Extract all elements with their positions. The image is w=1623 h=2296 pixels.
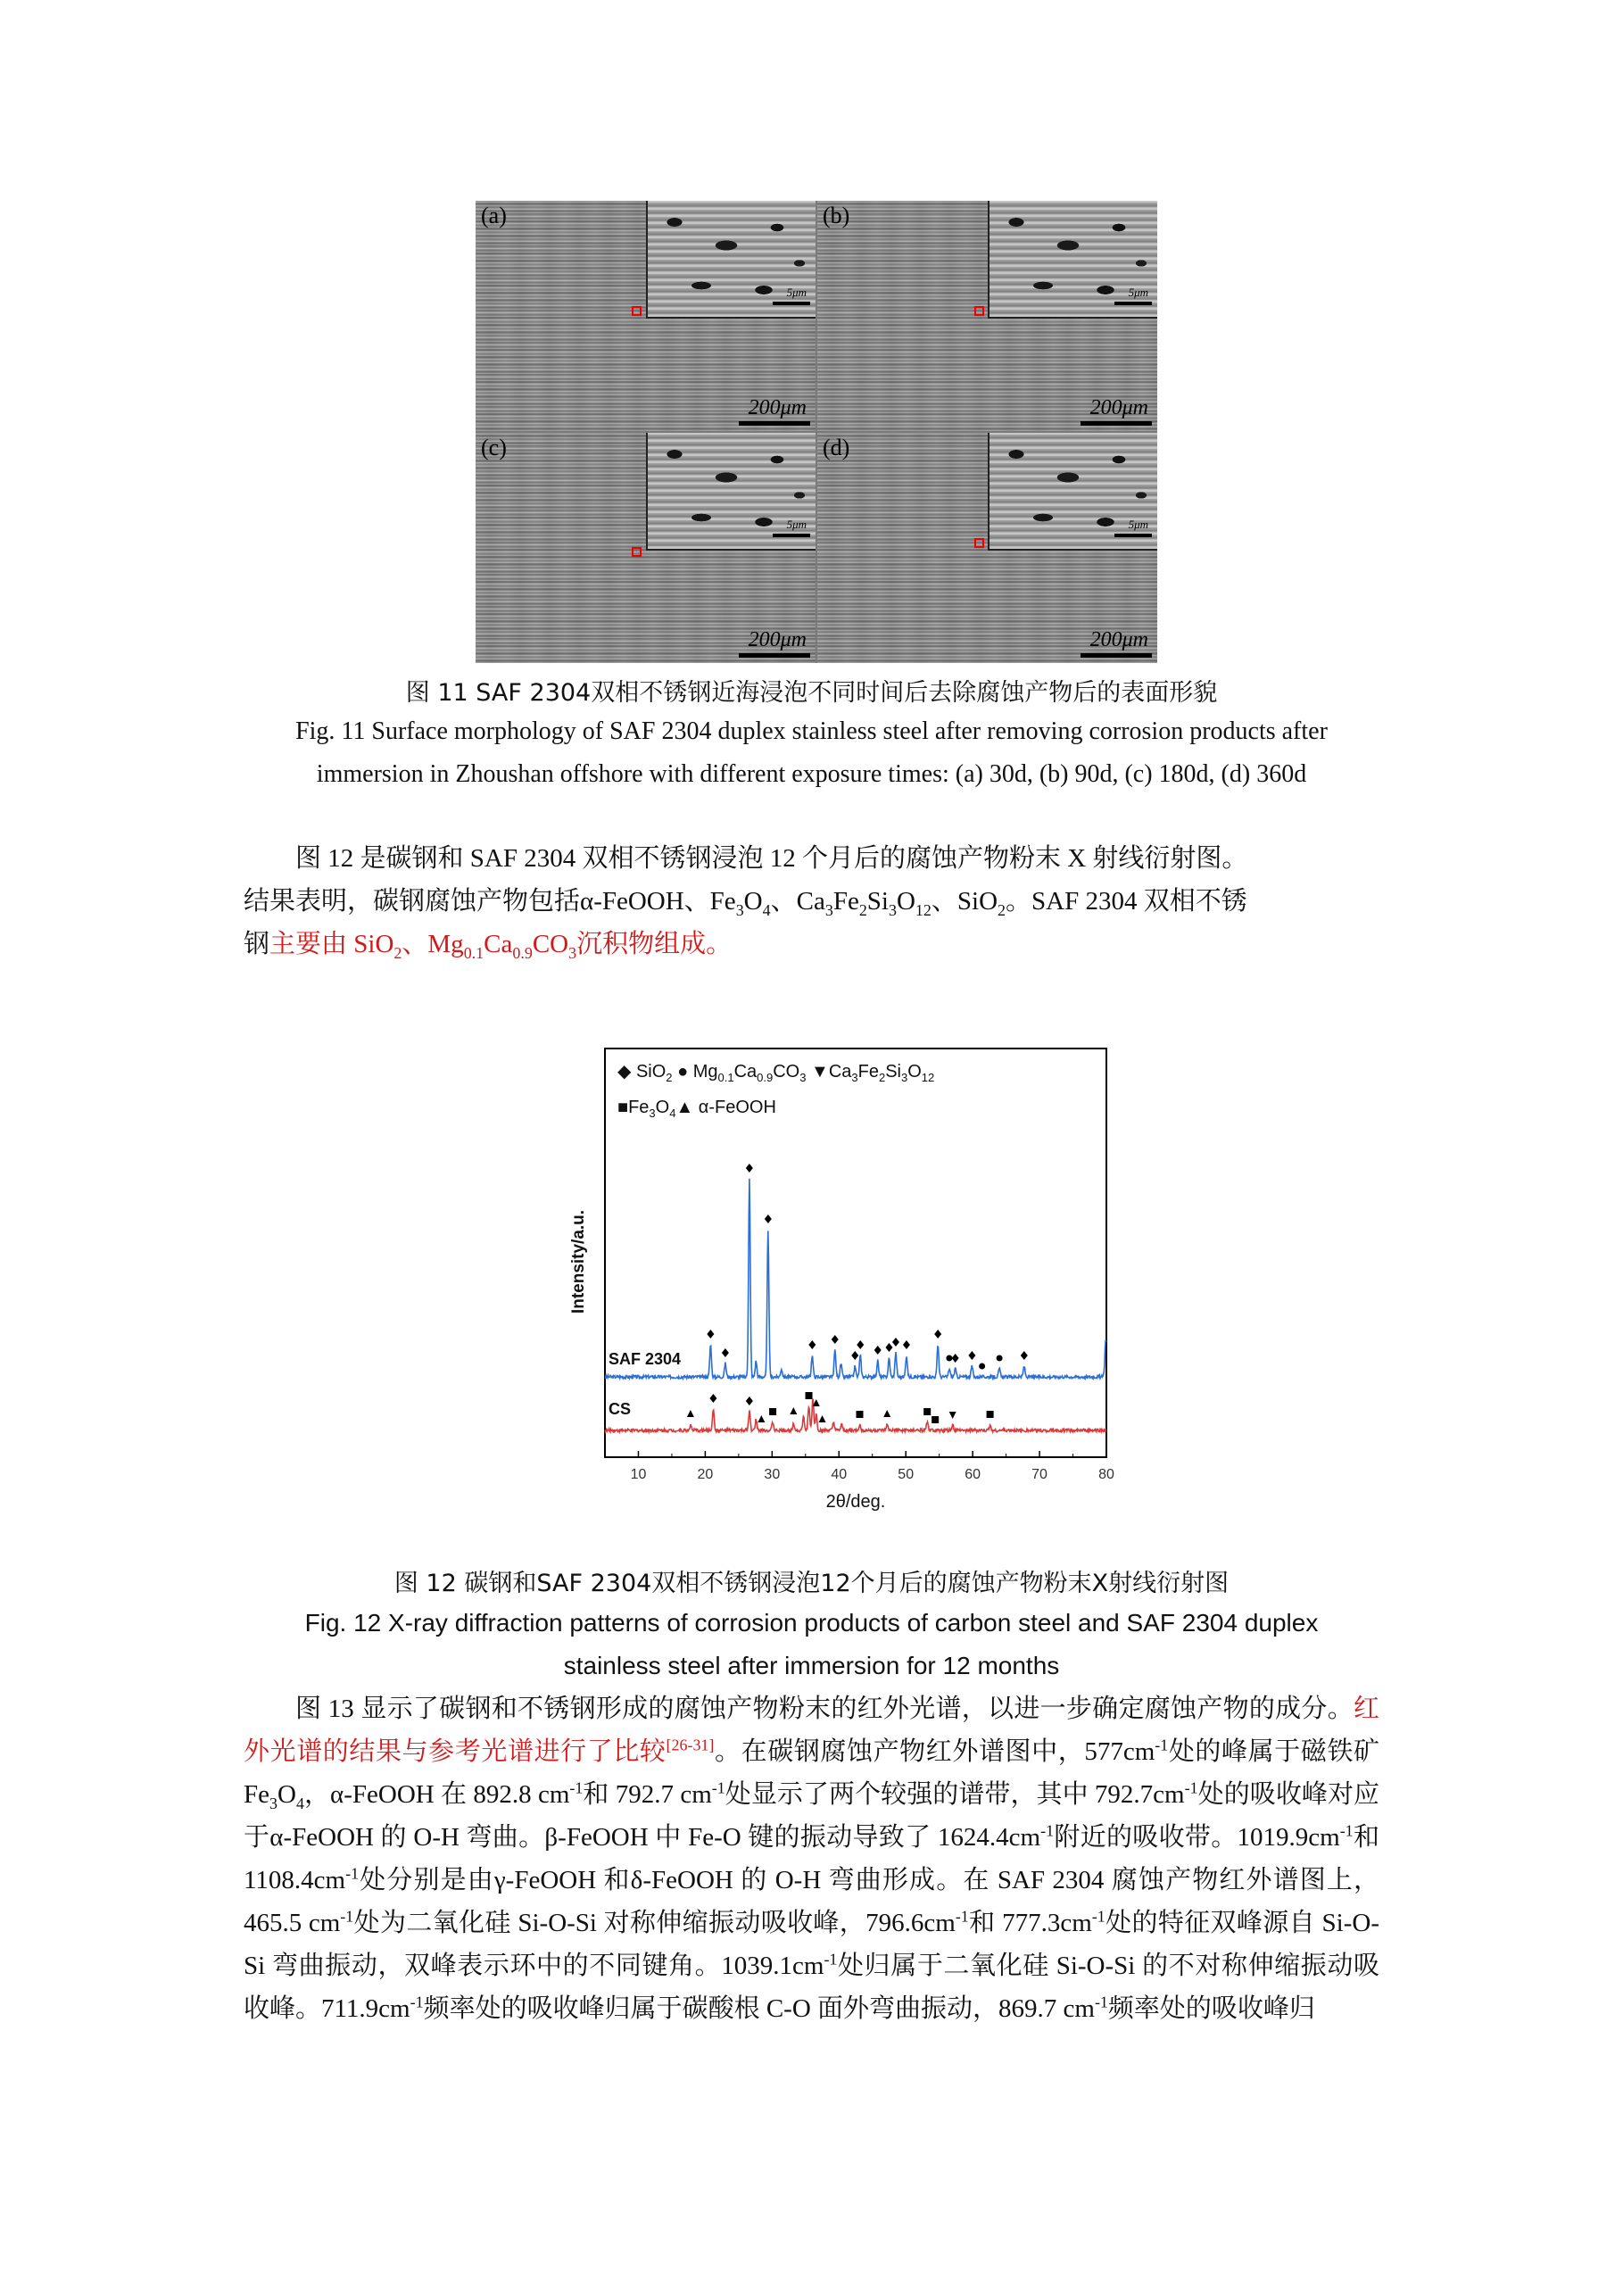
peak-marker-diamond [722,1348,729,1357]
peak-marker-diamond [903,1340,910,1349]
legend-row-1: ◆ SiO$_2$ ● $Mg_{0.1}Ca_{0.9}CO_3$ $▼Ca_3Fe_2Si_3O_{12}$ [617,1062,935,1084]
y-axis-label: Intensity/a.u. [569,1209,588,1314]
x-tick-label: 60 [965,1467,981,1482]
peak-marker-triangle [687,1410,694,1417]
inset-scale-label: 5μm [1128,518,1148,531]
zoom-marker [632,306,642,316]
peak-marker-square [923,1408,931,1415]
peak-marker-diamond [808,1340,816,1349]
peak-marker-diamond [885,1343,892,1352]
sem-panel-a [476,201,816,431]
x-tick-label: 40 [831,1467,848,1482]
panel-label: (d) [823,435,850,460]
panel-label: (a) [481,203,507,228]
sem-panel-d [817,433,1157,663]
series-label-cs: CS [609,1400,632,1418]
inset-scale-bar [1114,534,1152,537]
peak-marker-circle [979,1364,985,1370]
x-tick-label: 30 [764,1467,781,1482]
peak-marker-triangle [883,1410,890,1417]
series-line-saf-2304 [605,1179,1106,1379]
sem-panel-c [476,433,816,663]
x-axis-label: 2θ/deg. [825,1492,886,1512]
figure-12-caption-cn: 图 12 碳钢和SAF 2304双相不锈钢浸泡12个月后的腐蚀产物粉末X射线衍射图 [393,1570,1230,1597]
scale-label: 200μm [1089,628,1148,651]
peak-marker-diamond [934,1330,941,1339]
figure-12-caption-en-line1: Fig. 12 X-ray diffraction patterns of corrosion products of carbon steel and SAF 2304 duplex [304,1609,1319,1637]
scale-bar [739,653,810,658]
scale-bar [739,421,810,426]
inset-scale-label: 5μm [1128,286,1148,299]
peak-marker-diamond [832,1335,839,1344]
series-label-saf-2304: SAF 2304 [609,1350,682,1368]
zoom-marker [974,306,984,316]
x-tick-label: 50 [898,1467,915,1482]
x-tick-label: 70 [1031,1467,1047,1482]
inset-scale-label: 5μm [786,286,807,299]
zoom-marker [974,538,984,548]
paragraph-xrd-intro [244,837,1379,966]
scale-label: 200μm [748,628,807,651]
x-tick-label: 20 [697,1467,714,1482]
xrd-plot-svg [553,1040,1124,1521]
peak-marker-circle [997,1355,1003,1362]
peak-marker-diamond [746,1397,753,1405]
peak-marker-square [856,1411,863,1418]
peak-marker-diamond [968,1351,975,1360]
peak-marker-diamond [765,1214,772,1223]
peak-marker-diamond [857,1340,864,1349]
zoom-marker [632,547,642,557]
peak-marker-diamond [952,1354,959,1363]
peak-marker-triangle [819,1415,826,1422]
peak-marker-square [932,1416,939,1423]
x-tick-label: 80 [1098,1467,1114,1482]
scale-label: 200μm [1089,396,1148,419]
peak-marker-square [987,1411,994,1418]
figure-12-caption-en-line2: stainless steel after immersion for 12 months [563,1652,1060,1679]
peak-marker-diamond [874,1346,882,1355]
peak-marker-diamond [851,1351,858,1360]
scale-label: 200μm [748,396,807,419]
peak-marker-diamond [746,1164,753,1173]
peak-marker-circle [946,1355,952,1362]
series-line-cs [605,1399,1106,1432]
paragraph-ir-spectra: 图 13 显示了碳钢和不锈钢形成的腐蚀产物粉末的红外光谱，以进一步确定腐蚀产物的成分。红外光谱的结果与参考光谱进行了比较[26-31]。在碳钢腐蚀产物红外谱图中，$577cm^{-1}$处的峰属于磁铁矿 $Fe_3O_4$，α-FeOOH 在 892.8 $cm^{-1}$和 792.7 $cm^{-1}$处显示了两个较强的谱带，其中 $792.7cm^{-1}$处的吸收峰对应于α-FeOOH 的 O-H 弯曲。β-FeOOH 中 Fe-O 键的振动导致了 $1624.4cm^{-1}$附近的吸收带。$1019.9cm^{-1}$和 $1108.4cm^{-1}$处分别是由γ-FeOOH 和δ-FeOOH 的 O-H 弯曲形成。在 SAF 2304 腐蚀产物红外谱图上，465.5 $cm^{-1}$处为二氧化硅 Si-O-Si 对称伸缩振动吸收峰，$796.6cm^{-1}$和 $777.3cm^{-1}$处的特征双峰源自 Si-O-Si 弯曲振动，双峰表示环中的不同键角。$1039.1cm^{-1}$处归属于二氧化硅 Si-O-Si 的不对称伸缩振动吸收峰。$711.9cm^{-1}$频率处的吸收峰归属于碳酸根 C-O 面外弯曲振动，869.7 $cm^{-1}$频率处的吸收峰归 [244,1695,1380,2023]
figure-12-xrd-chart [553,1040,1124,1521]
scale-bar [1081,421,1152,426]
inset-scale-bar [773,302,810,305]
para1-line3: 钢主要由 SiO$_2$、$Mg_{0.1}Ca_{0.9}CO_3$沉积物组成。 [244,930,733,962]
scale-bar [1081,653,1152,658]
panel-label: (b) [823,203,850,228]
peak-marker-diamond [707,1330,714,1339]
peak-marker-triangle [758,1415,765,1422]
citation: [26-31] [666,1736,715,1754]
figure-11-caption-cn: 图 11 SAF 2304双相不锈钢近海浸泡不同时间后去除腐蚀产物后的表面形貌 [405,679,1218,707]
sem-panel-b [817,201,1157,431]
legend-row-2: $■Fe_3O_4▲$ α-FeOOH [617,1098,776,1120]
peak-marker-diamond [892,1338,899,1347]
para1-line1: 图 12 是碳钢和 SAF 2304 双相不锈钢浸泡 12 个月后的腐蚀产物粉末 X 射线衍射图。 [295,844,1248,873]
peak-marker-square [769,1408,776,1415]
x-tick-label: 10 [630,1467,647,1482]
panel-label: (c) [481,435,507,460]
inset-scale-label: 5μm [786,518,807,531]
peak-marker-diamond [709,1394,716,1403]
peak-marker-square [806,1392,813,1399]
peak-marker-triangledown [949,1412,956,1419]
para1-line2: 结果表明，碳钢腐蚀产物包括α-FeOOH、$Fe_3O_4$、$Ca_3Fe_2Si_3O_{12}$、SiO$_2$。SAF 2304 双相不锈 [244,887,1247,919]
inset-scale-bar [773,534,810,537]
peak-marker-triangle [790,1407,797,1414]
figure-11-sem-grid [476,201,1157,663]
highlighted-text: 主要由 SiO$_2$、$Mg_{0.1}Ca_{0.9}CO_3$沉积物组成。 [269,930,733,962]
inset-scale-bar [1114,302,1152,305]
highlighted-text: 红外光谱的结果与参考光谱进行了比较 [244,1695,1379,1766]
peak-marker-diamond [1021,1351,1028,1360]
figure-11-caption-en: Fig. 11 Surface morphology of SAF 2304 duplex stainless steel after removing corrosion products after immersion in Zhoushan offshore with different exposure times: (a) 30d, (b) 90d, (c) 180d, (d) 360d [295,717,1328,788]
